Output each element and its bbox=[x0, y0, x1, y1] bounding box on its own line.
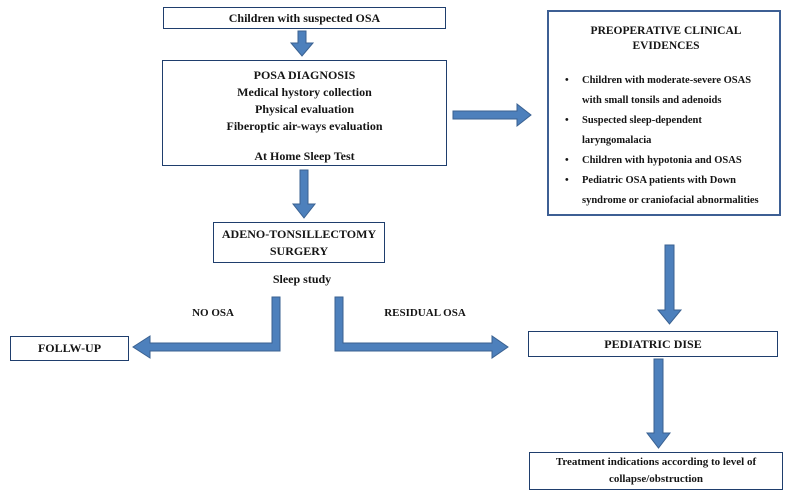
label-sleep-study: Sleep study bbox=[272, 272, 332, 286]
list-item bbox=[565, 151, 767, 171]
preop-bullet-down-syndrome: Pediatric OSA patients with Down syndrome or craniofacial abnormalities bbox=[582, 175, 759, 206]
preop-bullet-moderate-severe-osas: Children with moderate-severe OSAS with small tonsils and adenoids bbox=[582, 75, 752, 106]
node-posa-diagnosis bbox=[162, 60, 447, 166]
bullet-icon: • bbox=[565, 115, 569, 126]
bullet-icon: • bbox=[565, 175, 569, 186]
node-adeno-tonsillectomy-surgery bbox=[213, 222, 385, 263]
posa-line-home-sleep-test: At Home Sleep Test bbox=[254, 149, 355, 163]
posa-diagnosis-title: POSA DIAGNOSIS bbox=[253, 68, 356, 82]
list-item bbox=[565, 111, 767, 151]
node-preoperative-clinical-evidences bbox=[547, 10, 781, 216]
posa-spacer bbox=[163, 135, 446, 148]
arrow-down-preop-to-pediatric-icon bbox=[658, 245, 681, 324]
label-residual-osa: RESIDUAL OSA bbox=[384, 307, 466, 319]
preop-bullet-sleep-dependent-laryngomalacia: Suspected sleep-dependent laryngomalacia bbox=[582, 115, 702, 146]
node-pediatric-dise: PEDIATRIC DISE bbox=[528, 331, 778, 357]
arrow-down-pediatric-to-treatment-icon bbox=[647, 359, 670, 448]
posa-line-fiberoptic-evaluation: Fiberoptic air-ways evaluation bbox=[226, 119, 383, 133]
list-item bbox=[565, 71, 767, 111]
bullet-icon: • bbox=[565, 75, 569, 86]
bullet-icon: • bbox=[565, 155, 569, 166]
adeno-line-2: SURGERY bbox=[269, 244, 329, 258]
preop-bullet-list bbox=[565, 71, 767, 211]
node-follow-up: FOLLW-UP bbox=[10, 336, 129, 361]
node-treatment-indications: Treatment indications according to level of collapse/obstruction bbox=[529, 452, 783, 490]
posa-line-medical-history: Medical hystory collection bbox=[237, 85, 372, 99]
arrow-down-suspected-to-posa-icon bbox=[291, 31, 313, 56]
label-no-osa: NO OSA bbox=[192, 307, 234, 319]
posa-line-physical-evaluation: Physical evaluation bbox=[254, 102, 354, 116]
adeno-line-1: ADENO-TONSILLECTOMY bbox=[221, 227, 377, 241]
list-item bbox=[565, 171, 767, 211]
preop-bullet-hypotonia-osas: Children with hypotonia and OSAS bbox=[582, 155, 742, 166]
node-children-suspected-osa: Children with suspected OSA bbox=[163, 7, 446, 29]
preop-title: PREOPERATIVE CLINICAL EVIDENCES bbox=[590, 25, 742, 52]
arrow-right-posa-to-preop-icon bbox=[453, 104, 531, 126]
arrow-down-posa-to-adeno-icon bbox=[293, 170, 315, 218]
